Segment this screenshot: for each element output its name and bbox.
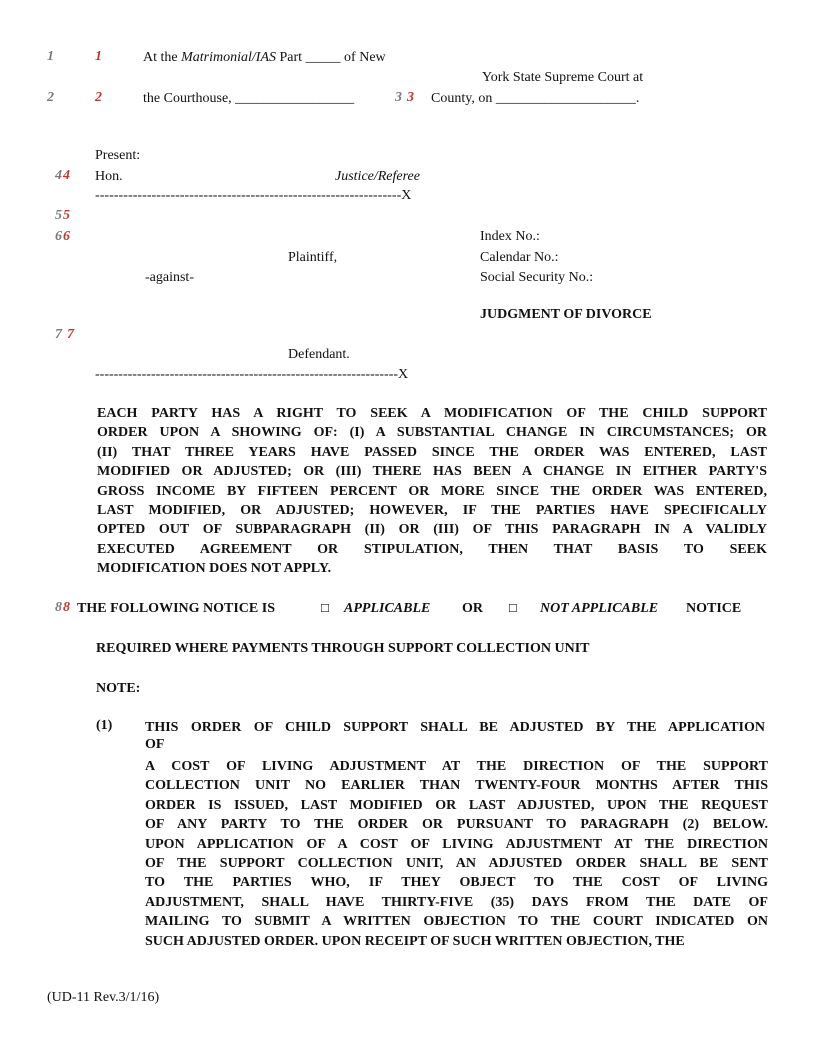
hon-label: Hon.: [95, 169, 123, 184]
following-notice-text: THE FOLLOWING NOTICE IS: [77, 601, 275, 616]
item-1-body: [145, 757, 768, 951]
calendar-number-label: Calendar No.:: [480, 250, 559, 265]
court-line-1-b: Part _____ of New: [279, 50, 386, 65]
required-line: REQUIRED WHERE PAYMENTS THROUGH SUPPORT COLLECTION UNIT: [96, 641, 590, 656]
item-1-line: THIS ORDER OF CHILD SUPPORT SHALL BE ADJUSTED BY THE APPLICATION: [145, 720, 765, 735]
line-number-6-red: 6: [63, 229, 70, 244]
line-number-6-gray: 6: [55, 229, 62, 244]
item-1-second-line: OF: [145, 737, 165, 752]
modification-notice-paragraph: [97, 404, 767, 579]
item-1-line: UPON APPLICATION OF A COST OF LIVING ADJUSTMENT AT THE DIRECTION: [145, 836, 768, 852]
court-line-1: [143, 50, 386, 66]
line-number-2-red: 2: [95, 90, 102, 105]
line-number-5-gray: 5: [55, 208, 62, 223]
notice-line: EXECUTED AGREEMENT OR STIPULATION, THEN THAT BASIS TO SEEK: [97, 541, 767, 557]
line-number-3-gray: 3: [395, 90, 402, 105]
county-date-line: County, on ____________________.: [431, 91, 640, 106]
line-number-1-red: 1: [95, 49, 102, 64]
item-1-number: (1): [96, 718, 113, 733]
document-title: JUDGMENT OF DIVORCE: [480, 307, 652, 322]
applicable-checkbox[interactable]: ☐: [320, 603, 330, 615]
notice-word: NOTICE: [686, 601, 742, 616]
line-number-2-gray: 2: [47, 90, 54, 105]
item-1-line: ORDER IS ISSUED, LAST MODIFIED OR LAST ADJUSTED, UPON THE REQUEST: [145, 797, 768, 813]
justice-referee-label: Justice/Referee: [335, 169, 420, 184]
line-number-4-red: 4: [63, 168, 70, 183]
line-number-7-red: 7: [67, 327, 74, 342]
or-label: OR: [462, 601, 483, 616]
notice-line: ORDER UPON A SHOWING OF: (I) A SUBSTANTIAL CHANGE IN CIRCUMSTANCES; OR: [97, 425, 767, 441]
caption-top-rule: -----------------------------------------------------------------X: [95, 188, 412, 203]
line-number-5-red: 5: [63, 208, 70, 223]
notice-line: EACH PARTY HAS A RIGHT TO SEEK A MODIFICATION OF THE CHILD SUPPORT: [97, 406, 767, 421]
applicable-label: APPLICABLE: [344, 601, 431, 616]
not-applicable-label: NOT APPLICABLE: [540, 601, 659, 616]
item-1-line: TO THE PARTIES WHO, IF THEY OBJECT TO THE COST OF LIVING: [145, 875, 768, 891]
item-1-line: COLLECTION UNIT NO EARLIER THAN TWENTY-FOUR MONTHS AFTER THIS: [145, 778, 768, 794]
item-1-line: OF ANY PARTY TO THE ORDER OR PURSUANT TO PARAGRAPH (2) BELOW.: [145, 817, 768, 833]
line-number-8-gray: 8: [55, 600, 62, 615]
court-line-1-a: At the: [143, 50, 178, 65]
defendant-label: Defendant.: [288, 347, 350, 362]
court-part-type: Matrimonial/IAS: [181, 50, 276, 65]
notice-line: MODIFIED OR ADJUSTED; OR (III) THERE HAS BEEN A CHANGE IN EITHER PARTY'S: [97, 464, 767, 480]
form-footer: (UD-11 Rev.3/1/16): [47, 990, 160, 1005]
caption-bottom-rule: -----------------------------------------------------------------X: [95, 367, 409, 382]
notice-line: (II) THAT THREE YEARS HAVE PASSED SINCE THE ORDER WAS ENTERED, LAST: [97, 444, 767, 460]
line-number-8-red: 8: [63, 600, 70, 615]
item-1-line: SUCH ADJUSTED ORDER. UPON RECEIPT OF SUCH WRITTEN OBJECTION, THE: [145, 933, 685, 949]
courthouse-line: the Courthouse, _________________: [143, 91, 355, 106]
present-label: Present:: [95, 148, 141, 163]
plaintiff-label: Plaintiff,: [288, 250, 338, 265]
item-1-line: ADJUSTMENT, SHALL HAVE THIRTY-FIVE (35) DAYS FROM THE DATE OF: [145, 894, 768, 910]
index-number-label: Index No.:: [480, 229, 540, 244]
social-security-label: Social Security No.:: [480, 270, 594, 285]
line-number-3-red: 3: [407, 90, 414, 105]
notice-line: OPTED OUT OF SUBPARAGRAPH (II) OR (III) OF THIS PARAGRAPH IN A VALIDLY: [97, 522, 767, 538]
line-number-1-gray: 1: [47, 49, 54, 64]
item-1-first-line: [145, 718, 765, 737]
item-1-line: A COST OF LIVING ADJUSTMENT AT THE DIRECTION OF THE SUPPORT: [145, 759, 768, 774]
item-1-line: OF THE SUPPORT COLLECTION UNIT, AN ADJUSTED ORDER SHALL BE SENT: [145, 856, 768, 872]
court-line-1-continued: York State Supreme Court at: [482, 70, 644, 85]
not-applicable-checkbox[interactable]: ☐: [508, 603, 518, 615]
line-number-4-gray: 4: [55, 168, 62, 183]
notice-line: GROSS INCOME BY FIFTEEN PERCENT OR MORE SINCE THE ORDER WAS ENTERED,: [97, 483, 767, 499]
note-label: NOTE:: [96, 681, 141, 696]
against-label: -against-: [145, 270, 194, 285]
notice-line: LAST MODIFIED, OR ADJUSTED; HOWEVER, IF THE PARTIES HAVE SPECIFICALLY: [97, 503, 767, 519]
line-number-7-gray: 7: [55, 327, 62, 342]
notice-line: MODIFICATION DOES NOT APPLY.: [97, 561, 332, 577]
item-1-line: MAILING TO SUBMIT A WRITTEN OBJECTION TO THE COURT INDICATED ON: [145, 914, 768, 930]
